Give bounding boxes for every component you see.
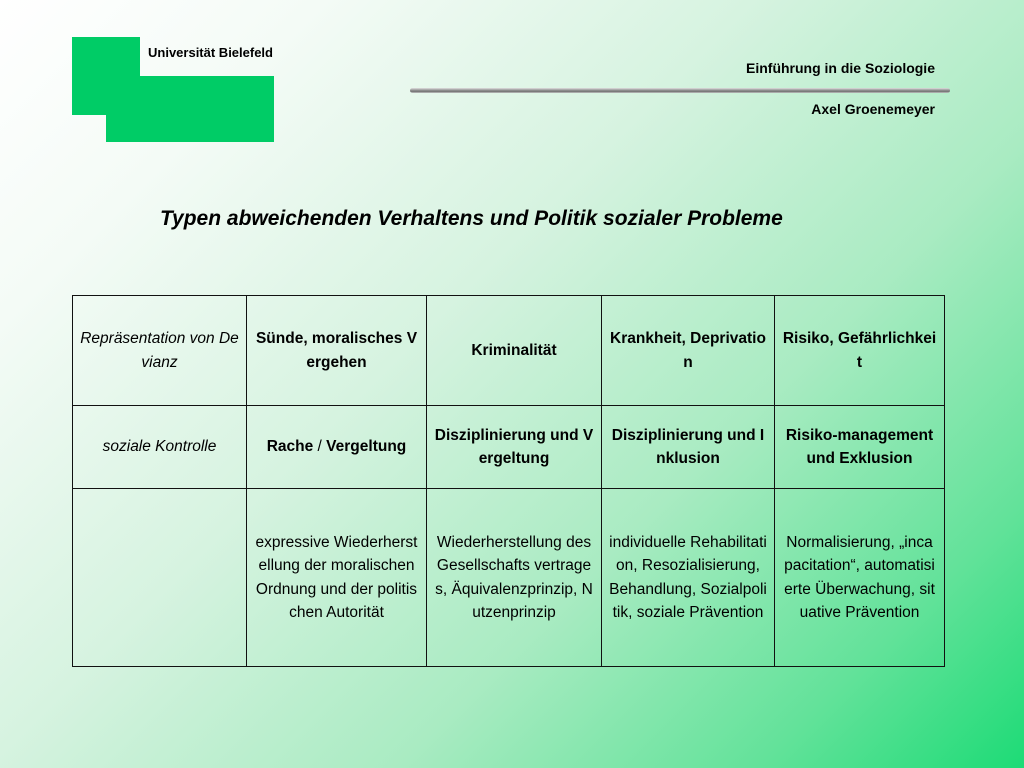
header-divider bbox=[410, 88, 950, 93]
header-cell-krankheit: Krankheit, Deprivation bbox=[602, 296, 775, 406]
control-cell-exklusion: Risiko-management und Exklusion bbox=[775, 406, 945, 489]
course-title: Einführung in die Soziologie bbox=[746, 60, 935, 76]
table-row-social-control bbox=[73, 406, 945, 489]
header-cell-suende: Sünde, moralisches Vergehen bbox=[247, 296, 427, 406]
table-row-details bbox=[73, 489, 945, 667]
university-logo-block-right bbox=[106, 76, 274, 142]
control-cell-vergeltung: Disziplinierung und Vergeltung bbox=[427, 406, 602, 489]
control-cell-rache-main: Rache bbox=[266, 438, 314, 456]
row-label-social-control: soziale Kontrolle bbox=[73, 406, 247, 489]
slide-title: Typen abweichenden Verhaltens und Politik sozialer Probleme bbox=[160, 207, 783, 230]
university-name: Universität Bielefeld bbox=[148, 45, 273, 60]
table-row-representation bbox=[73, 296, 945, 406]
control-cell-rache bbox=[247, 406, 427, 489]
row-label-representation: Repräsentation von Devianz bbox=[73, 296, 247, 406]
control-cell-inklusion: Disziplinierung und Inklusion bbox=[602, 406, 775, 489]
detail-cell-illness: individuelle Rehabilitation, Resozialisierung, Behandlung, Sozialpolitik, soziale Prävention bbox=[602, 489, 775, 667]
author-name: Axel Groenemeyer bbox=[811, 101, 935, 117]
control-cell-rache-rest: Vergeltung bbox=[326, 438, 407, 456]
control-cell-rache-separator: / bbox=[313, 438, 327, 456]
detail-cell-moral: expressive Wiederherstellung der moralischen Ordnung und der politischen Autorität bbox=[247, 489, 427, 667]
header-cell-risiko: Risiko, Gefährlichkeit bbox=[775, 296, 945, 406]
detail-cell-risk: Normalisierung, „incapacitation“, automatisierte Überwachung, situative Prävention bbox=[775, 489, 945, 667]
detail-cell-crime: Wiederherstellung des Gesellschafts vertrages, Äquivalenzprinzip, Nutzenprinzip bbox=[427, 489, 602, 667]
row-label-empty bbox=[73, 489, 247, 667]
deviance-types-table bbox=[72, 295, 945, 667]
header-cell-kriminalitaet: Kriminalität bbox=[427, 296, 602, 406]
